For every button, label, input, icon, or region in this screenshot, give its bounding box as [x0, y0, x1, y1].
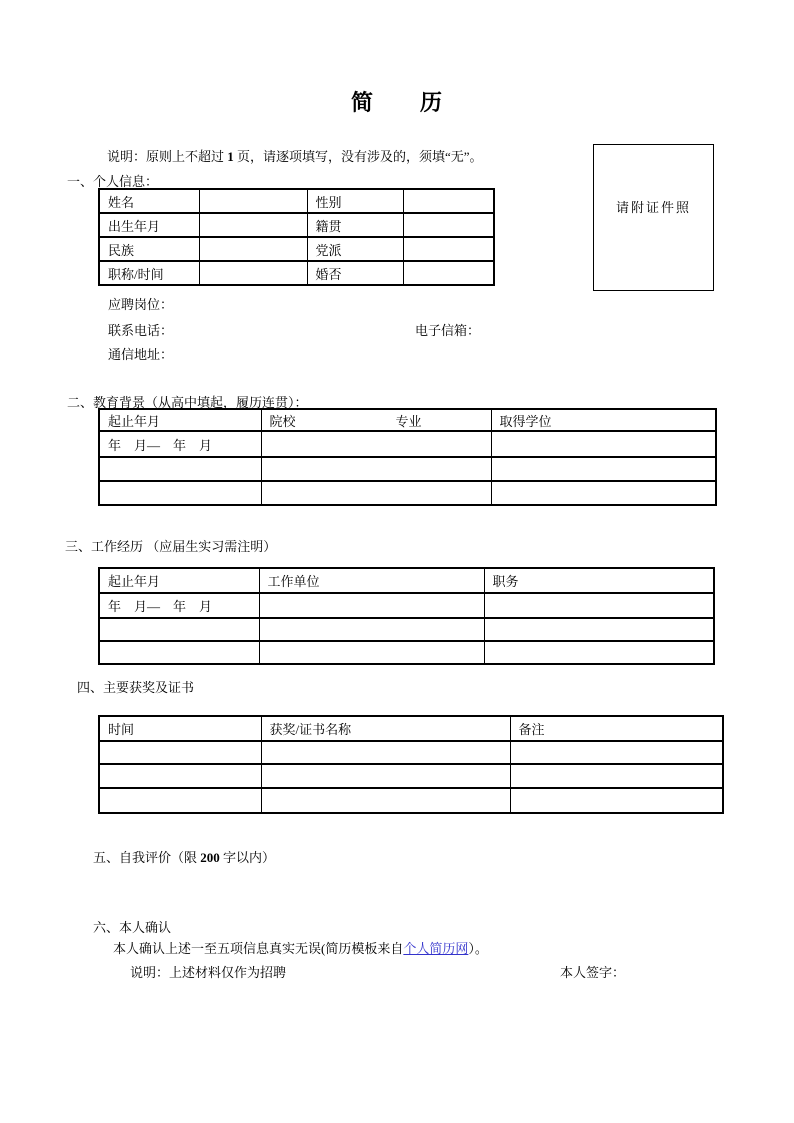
awards-remarks-cell[interactable]: [510, 788, 723, 813]
edu-dates-template-cell[interactable]: 年 月— 年 月: [99, 431, 261, 457]
work-employer-cell[interactable]: [259, 593, 484, 618]
section-heading-selfeval: [93, 847, 275, 866]
awards-remarks-cell[interactable]: [510, 741, 723, 764]
table-header-row: [99, 409, 716, 431]
table-row: [99, 213, 494, 237]
work-experience-table: [98, 567, 715, 665]
field-phone-label: 联系电话：: [108, 323, 174, 338]
table-row: [99, 618, 714, 641]
edu-header-degree: 取得学位: [491, 409, 716, 431]
edu-degree-cell[interactable]: [491, 431, 716, 457]
awards-name-cell[interactable]: [261, 788, 510, 813]
label-gender: 性别: [307, 189, 403, 213]
section-heading-work: 三、工作经历 （应届生实习需注明）: [65, 539, 277, 554]
edu-school-cell[interactable]: [261, 481, 491, 505]
table-row: [99, 457, 716, 481]
field-address-label: 通信地址：: [108, 347, 174, 362]
work-header-dates: 起止年月: [99, 568, 259, 593]
work-employer-cell[interactable]: [259, 641, 484, 664]
table-header-row: [99, 716, 723, 741]
field-position-label: 应聘岗位：: [108, 297, 174, 312]
table-row: [99, 593, 714, 618]
section-heading-education: 二、教育背景（从高中填起，履历连贯）：: [67, 395, 308, 410]
awards-header-name: 获奖/证书名称: [261, 716, 510, 741]
awards-table: [98, 715, 724, 814]
work-position-cell[interactable]: [484, 641, 714, 664]
label-marital-status: 婚否: [307, 261, 403, 285]
edu-school-cell[interactable]: [261, 431, 491, 457]
edu-header-major: 专业: [395, 413, 422, 429]
page-title: 简 历: [350, 90, 443, 115]
label-name: 姓名: [99, 189, 199, 213]
work-dates-template-cell[interactable]: 年 月— 年 月: [99, 593, 259, 618]
awards-time-cell[interactable]: [99, 788, 261, 813]
label-ethnicity: 民族: [99, 237, 199, 261]
edu-school-cell[interactable]: [261, 457, 491, 481]
selfeval-pre: 五、自我评价（限: [93, 850, 201, 865]
edu-header-dates: 起止年月: [99, 409, 261, 431]
confirmation-statement: [113, 938, 488, 957]
work-header-employer: 工作单位: [259, 568, 484, 593]
awards-name-cell[interactable]: [261, 764, 510, 788]
table-row: [99, 261, 494, 285]
work-position-cell[interactable]: [484, 593, 714, 618]
edu-header-school-major: [261, 409, 491, 431]
marital-status-value-cell[interactable]: [403, 261, 494, 285]
confirm-text-pre: 本人确认上述一至五项信息真实无误(简历模板来自: [113, 941, 404, 956]
resume-site-link[interactable]: 个人简历网: [403, 941, 469, 956]
table-row: [99, 431, 716, 457]
selfeval-bold-number: 200: [200, 850, 220, 865]
party-value-cell[interactable]: [403, 237, 494, 261]
section-heading-personal: 一、个人信息：: [67, 174, 159, 189]
photo-placeholder-box: [593, 144, 714, 291]
edu-header-school: 院校: [269, 413, 296, 429]
table-row: [99, 788, 723, 813]
recruitment-note: 说明：上述材料仅作为招聘: [130, 965, 287, 980]
ethnicity-value-cell[interactable]: [199, 237, 307, 261]
signature-label: 本人签字：: [560, 965, 626, 980]
selfeval-post: 字以内）: [219, 850, 276, 865]
awards-header-time: 时间: [99, 716, 261, 741]
birthdate-value-cell[interactable]: [199, 213, 307, 237]
label-title-time: 职称/时间: [99, 261, 199, 285]
section-heading-awards: 四、主要获奖及证书: [77, 680, 195, 695]
edu-dates-cell[interactable]: [99, 481, 261, 505]
work-dates-cell[interactable]: [99, 641, 259, 664]
awards-time-cell[interactable]: [99, 741, 261, 764]
personal-info-table: [98, 188, 495, 286]
edu-dates-cell[interactable]: [99, 457, 261, 481]
native-place-value-cell[interactable]: [403, 213, 494, 237]
work-dates-cell[interactable]: [99, 618, 259, 641]
table-row: [99, 481, 716, 505]
awards-remarks-cell[interactable]: [510, 764, 723, 788]
edu-degree-cell[interactable]: [491, 457, 716, 481]
field-email-label: 电子信箱：: [415, 323, 481, 338]
section-heading-confirm: 六、本人确认: [93, 920, 172, 935]
table-row: [99, 764, 723, 788]
work-position-cell[interactable]: [484, 618, 714, 641]
table-row: [99, 189, 494, 213]
work-header-position: 职务: [484, 568, 714, 593]
label-birthdate: 出生年月: [99, 213, 199, 237]
note-post: 页，请逐项填写，没有涉及的，须填“无”。: [233, 149, 483, 164]
label-party: 党派: [307, 237, 403, 261]
title-time-value-cell[interactable]: [199, 261, 307, 285]
awards-header-remarks: 备注: [510, 716, 723, 741]
instructions-note: [107, 146, 483, 165]
education-table: [98, 408, 717, 506]
work-employer-cell[interactable]: [259, 618, 484, 641]
label-native-place: 籍贯: [307, 213, 403, 237]
table-row: [99, 237, 494, 261]
name-value-cell[interactable]: [199, 189, 307, 213]
gender-value-cell[interactable]: [403, 189, 494, 213]
note-bold-number: 1: [227, 149, 234, 164]
table-row: [99, 641, 714, 664]
photo-placeholder-label: 请附证件照: [615, 200, 691, 215]
table-header-row: [99, 568, 714, 593]
edu-degree-cell[interactable]: [491, 481, 716, 505]
confirm-text-post: ）。: [468, 941, 488, 956]
note-pre: 说明：原则上不超过: [107, 149, 228, 164]
awards-name-cell[interactable]: [261, 741, 510, 764]
awards-time-cell[interactable]: [99, 764, 261, 788]
table-row: [99, 741, 723, 764]
